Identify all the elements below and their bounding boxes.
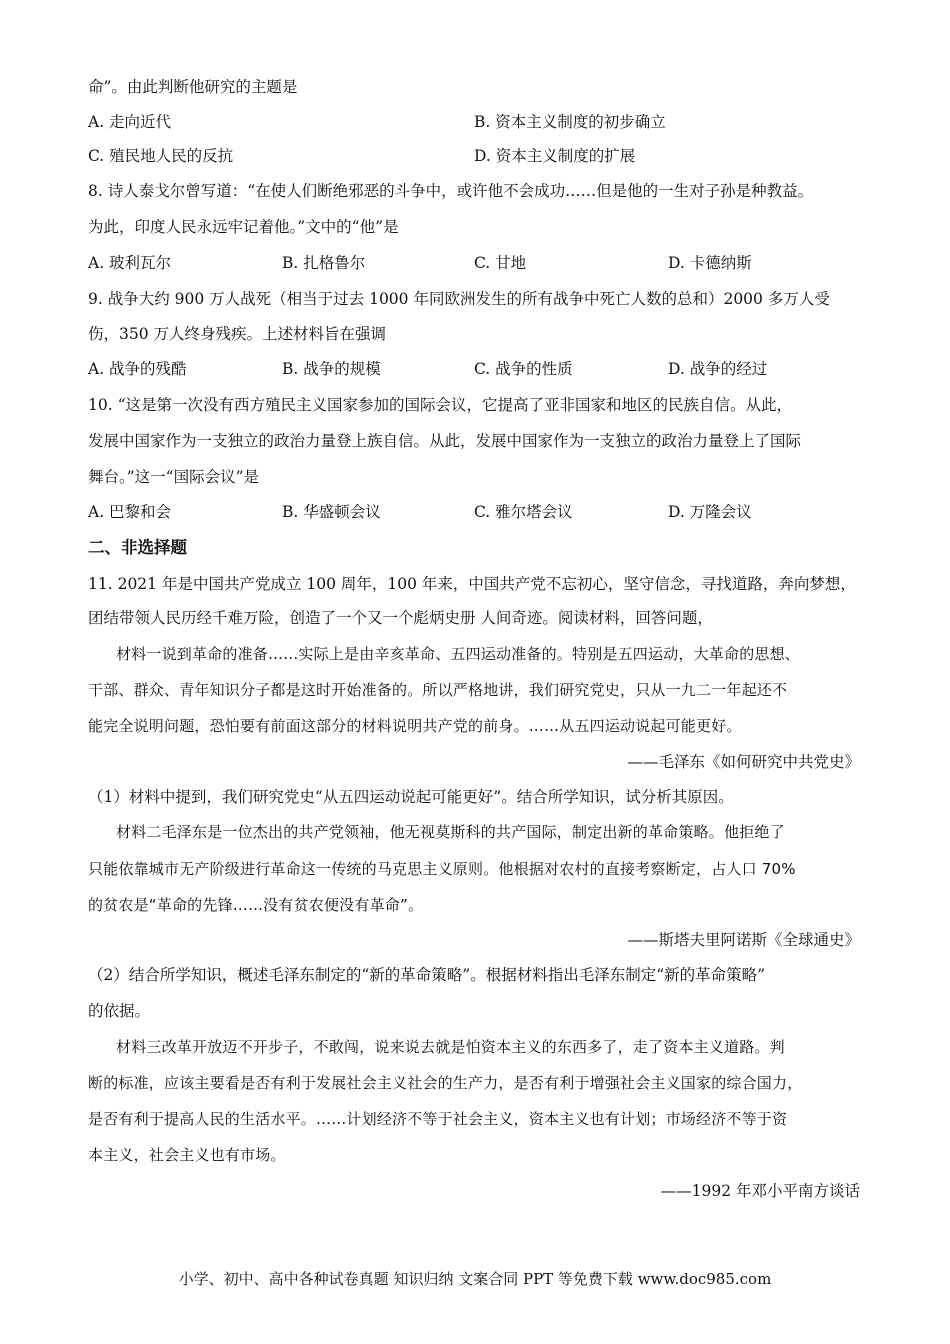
q9-option-c[interactable]: C. 战争的性质 [474, 360, 573, 378]
q8-stem-line1: 8. 诗人泰戈尔曾写道：“在使人们断绝邪恶的斗争中，或许他不会成功……但是他的一生对子孙是种教益。 [88, 182, 814, 200]
q10-stem-line1: 10. “这是第一次没有西方殖民主义国家参加的国际会议，它提高了亚非国家和地区的民族自信。从此， [88, 396, 793, 414]
material3-line3: 是否有利于提高人民的生活水平。……计划经济不等于社会主义，资本主义也有计划；市场经济不等于资 [88, 1110, 788, 1128]
q9-stem-line2: 伤，350 万人终身残疾。上述材料旨在强调 [88, 325, 387, 343]
q8-option-d[interactable]: D. 卡德纳斯 [668, 254, 752, 272]
q9-option-d[interactable]: D. 战争的经过 [668, 360, 768, 378]
q10-stem-line2: 发展中国家作为一支独立的政治力量登上族自信。从此，发展中国家作为一支独立的政治力量登上了国际 [88, 432, 802, 450]
q11-stem-line2: 团结带领人民历经千难万险，创造了一个又一个彪炳史册 人间奇迹。阅读材料，回答问题， [88, 609, 713, 627]
material2-line3: 的贫农是“革命的先锋……没有贫农便没有革命”。 [88, 896, 424, 914]
material3-line2: 断的标准，应该主要看是否有利于发展社会主义社会的生产力，是否有利于增强社会主义国家的综合国力， [88, 1074, 803, 1092]
material2-line2: 只能依靠城市无产阶级进行革命这一传统的马克思主义原则。他根据对农村的直接考察断定，占人口 70% [88, 860, 796, 878]
q11-subquestion-1: （1）材料中提到，我们研究党史“从五四运动说起可能更好”。结合所学知识，试分析其原因。 [88, 788, 734, 806]
material1-line2: 干部、群众、青年知识分子都是这时开始准备的。所以严格地讲，我们研究党史，只从一九二一年起还不 [88, 681, 788, 699]
q10-option-c[interactable]: C. 雅尔塔会议 [474, 503, 573, 521]
q9-stem-line1: 9. 战争大约 900 万人战死（相当于过去 1000 年同欧洲发生的所有战争中死亡人数的总和）2000 多万人受 [88, 290, 830, 308]
q7-option-c[interactable]: C. 殖民地人民的反抗 [88, 147, 234, 165]
q8-option-b[interactable]: B. 扎格鲁尔 [282, 254, 366, 272]
q7-option-d[interactable]: D. 资本主义制度的扩展 [474, 147, 636, 165]
page-footer: 小学、初中、高中各种试卷真题 知识归纳 文案合同 PPT 等免费下载 www.doc985.com [178, 1270, 772, 1288]
material3-line1: 材料三改革开放迈不开步子，不敢闯，说来说去就是怕资本主义的东西多了，走了资本主义道路。判 [116, 1038, 785, 1056]
material1-source: ——毛泽东《如何研究中共党史》 [627, 753, 860, 771]
material2-line1: 材料二毛泽东是一位杰出的共产党领袖，他无视莫斯科的共产国际，制定出新的革命策略。他拒绝了 [116, 823, 785, 841]
material1-line1: 材料一说到革命的准备……实际上是由辛亥革命、五四运动准备的。特别是五四运动，大革命的思想、 [116, 645, 801, 663]
q8-option-a[interactable]: A. 玻利瓦尔 [88, 254, 172, 272]
q10-stem-line3: 舞台。”这一“国际会议”是 [88, 468, 260, 486]
q10-option-d[interactable]: D. 万隆会议 [668, 503, 752, 521]
q11-subquestion-2-line2: 的依据。 [88, 1002, 151, 1020]
q10-option-b[interactable]: B. 华盛顿会议 [282, 503, 381, 521]
q7-option-b[interactable]: B. 资本主义制度的初步确立 [474, 113, 666, 131]
q7-stem-tail: 命”。由此判断他研究的主题是 [88, 78, 298, 96]
q11-stem-line1: 11. 2021 年是中国共产党成立 100 周年，100 年来，中国共产党不忘初心，坚守信念，寻找道路，奔向梦想， [88, 575, 856, 593]
material3-line4: 本主义，社会主义也有市场。 [88, 1146, 286, 1164]
material2-source: ——斯塔夫里阿诺斯《全球通史》 [627, 931, 860, 949]
material3-source: ——1992 年邓小平南方谈话 [660, 1182, 860, 1200]
q10-option-a[interactable]: A. 巴黎和会 [88, 503, 172, 521]
q9-option-a[interactable]: A. 战争的残酷 [88, 360, 187, 378]
q9-option-b[interactable]: B. 战争的规模 [282, 360, 381, 378]
q11-subquestion-2-line1: （2）结合所学知识，概述毛泽东制定的“新的革命策略”。根据材料指出毛泽东制定“新的革命策略” [88, 966, 766, 984]
section-heading: 二、非选择题 [88, 538, 187, 557]
q8-option-c[interactable]: C. 甘地 [474, 254, 527, 272]
material1-line3: 能完全说明问题，恐怕要有前面这部分的材料说明共产党的前身。……从五四运动说起可能更好。 [88, 717, 742, 735]
q7-option-a[interactable]: A. 走向近代 [88, 113, 172, 131]
q8-stem-line2: 为此，印度人民永远牢记着他。”文中的“他”是 [88, 218, 399, 236]
